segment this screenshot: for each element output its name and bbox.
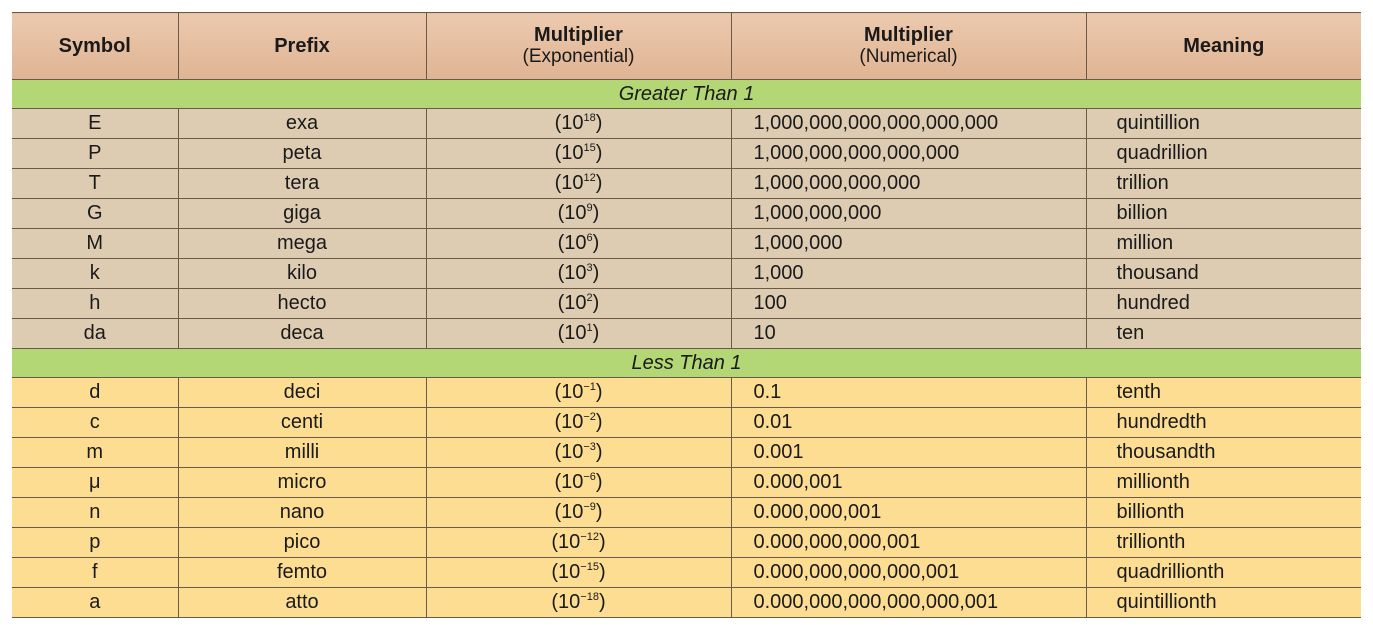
table-row — [12, 528, 1361, 558]
cell-symbol: n — [12, 498, 178, 528]
table-row — [12, 259, 1361, 289]
cell-multiplier-exponential — [426, 528, 731, 558]
cell-prefix: exa — [178, 109, 426, 139]
cell-symbol: c — [12, 408, 178, 438]
exp-base: (10 — [554, 441, 584, 463]
cell-symbol: da — [12, 319, 178, 349]
cell-meaning: quintillionth — [1086, 588, 1361, 618]
exp-base: (10 — [554, 142, 584, 164]
header-multiplier-exponential-sub: (Exponential) — [522, 46, 635, 67]
exp-base: (10 — [557, 292, 587, 314]
header-multiplier-numerical-title: Multiplier — [864, 24, 953, 46]
exp-power: −15 — [580, 561, 599, 573]
header-multiplier-exponential — [426, 13, 731, 80]
exp-close: ) — [598, 591, 606, 613]
cell-symbol: μ — [12, 468, 178, 498]
section-row-greater — [12, 80, 1361, 109]
exp-base: (10 — [557, 202, 587, 224]
cell-meaning: quadrillionth — [1086, 558, 1361, 588]
exp-base: (10 — [557, 262, 587, 284]
exp-close: ) — [595, 441, 603, 463]
cell-meaning: quadrillion — [1086, 139, 1361, 169]
table-row — [12, 378, 1361, 408]
cell-prefix: micro — [178, 468, 426, 498]
exp-close: ) — [595, 142, 603, 164]
cell-prefix: atto — [178, 588, 426, 618]
cell-prefix: hecto — [178, 289, 426, 319]
exp-power: −18 — [580, 591, 599, 603]
exp-base: (10 — [557, 232, 587, 254]
cell-meaning: tenth — [1086, 378, 1361, 408]
exp-close: ) — [592, 292, 600, 314]
cell-meaning: thousand — [1086, 259, 1361, 289]
cell-symbol: P — [12, 139, 178, 169]
table-row — [12, 319, 1361, 349]
exp-power: 12 — [583, 172, 596, 184]
cell-multiplier-exponential — [426, 408, 731, 438]
exp-power: 3 — [586, 262, 593, 274]
exp-power: 2 — [586, 292, 593, 304]
cell-symbol: d — [12, 378, 178, 408]
cell-prefix: mega — [178, 229, 426, 259]
exp-close: ) — [592, 262, 600, 284]
exp-power: 1 — [586, 322, 593, 334]
cell-symbol: G — [12, 199, 178, 229]
prefix-table-container — [12, 12, 1361, 618]
cell-meaning: billion — [1086, 199, 1361, 229]
table-row — [12, 498, 1361, 528]
cell-meaning: million — [1086, 229, 1361, 259]
header-multiplier-numerical — [731, 13, 1086, 80]
exp-close: ) — [598, 561, 606, 583]
cell-multiplier-exponential — [426, 289, 731, 319]
cell-multiplier-exponential — [426, 588, 731, 618]
exp-close: ) — [592, 322, 600, 344]
table-row — [12, 438, 1361, 468]
section-label-greater: Greater Than 1 — [12, 80, 1361, 109]
table-row — [12, 169, 1361, 199]
cell-prefix: giga — [178, 199, 426, 229]
cell-multiplier-numerical: 1,000,000,000,000,000 — [731, 139, 1086, 169]
cell-symbol: k — [12, 259, 178, 289]
exp-base: (10 — [554, 411, 584, 433]
exp-close: ) — [592, 232, 600, 254]
cell-multiplier-numerical: 0.01 — [731, 408, 1086, 438]
cell-multiplier-exponential — [426, 438, 731, 468]
exp-base: (10 — [551, 591, 581, 613]
exp-close: ) — [595, 501, 603, 523]
cell-multiplier-numerical: 0.000,000,000,001 — [731, 528, 1086, 558]
si-prefix-table — [12, 12, 1361, 618]
exp-close: ) — [595, 471, 603, 493]
exp-close: ) — [598, 531, 606, 553]
exp-power: −2 — [583, 411, 596, 423]
cell-prefix: centi — [178, 408, 426, 438]
cell-symbol: M — [12, 229, 178, 259]
cell-prefix: deca — [178, 319, 426, 349]
exp-base: (10 — [557, 322, 587, 344]
exp-power: 6 — [586, 232, 593, 244]
cell-multiplier-numerical: 1,000,000,000,000,000,000 — [731, 109, 1086, 139]
cell-multiplier-exponential — [426, 109, 731, 139]
cell-multiplier-exponential — [426, 498, 731, 528]
exp-close: ) — [595, 112, 603, 134]
cell-multiplier-numerical: 0.000,000,001 — [731, 498, 1086, 528]
exp-close: ) — [595, 411, 603, 433]
cell-meaning: quintillion — [1086, 109, 1361, 139]
cell-multiplier-numerical: 0.000,000,000,000,000,001 — [731, 588, 1086, 618]
cell-multiplier-numerical: 0.000,000,000,000,001 — [731, 558, 1086, 588]
exp-power: −6 — [583, 471, 596, 483]
exp-power: −12 — [580, 531, 599, 543]
exp-base: (10 — [554, 112, 584, 134]
cell-prefix: peta — [178, 139, 426, 169]
cell-multiplier-numerical: 0.000,001 — [731, 468, 1086, 498]
cell-multiplier-exponential — [426, 378, 731, 408]
header-prefix: Prefix — [178, 13, 426, 80]
cell-meaning: ten — [1086, 319, 1361, 349]
exp-base: (10 — [554, 471, 584, 493]
cell-symbol: T — [12, 169, 178, 199]
table-row — [12, 199, 1361, 229]
cell-prefix: milli — [178, 438, 426, 468]
cell-prefix: deci — [178, 378, 426, 408]
cell-multiplier-exponential — [426, 259, 731, 289]
exp-power: −3 — [583, 441, 596, 453]
cell-multiplier-exponential — [426, 199, 731, 229]
table-row — [12, 558, 1361, 588]
exp-power: 15 — [583, 142, 596, 154]
cell-meaning: millionth — [1086, 468, 1361, 498]
exp-close: ) — [595, 172, 603, 194]
cell-multiplier-numerical: 10 — [731, 319, 1086, 349]
cell-multiplier-numerical: 0.1 — [731, 378, 1086, 408]
cell-multiplier-numerical: 100 — [731, 289, 1086, 319]
cell-symbol: m — [12, 438, 178, 468]
cell-multiplier-exponential — [426, 558, 731, 588]
cell-symbol: E — [12, 109, 178, 139]
table-row — [12, 139, 1361, 169]
cell-multiplier-numerical: 1,000,000,000 — [731, 199, 1086, 229]
cell-prefix: pico — [178, 528, 426, 558]
cell-prefix: femto — [178, 558, 426, 588]
cell-symbol: f — [12, 558, 178, 588]
table-row — [12, 109, 1361, 139]
cell-meaning: trillionth — [1086, 528, 1361, 558]
cell-multiplier-exponential — [426, 169, 731, 199]
header-meaning: Meaning — [1086, 13, 1361, 80]
exp-base: (10 — [551, 561, 581, 583]
exp-close: ) — [595, 381, 603, 403]
exp-base: (10 — [554, 172, 584, 194]
cell-multiplier-numerical: 1,000,000 — [731, 229, 1086, 259]
header-row — [12, 13, 1361, 80]
cell-meaning: hundredth — [1086, 408, 1361, 438]
cell-multiplier-numerical: 0.001 — [731, 438, 1086, 468]
cell-prefix: kilo — [178, 259, 426, 289]
exp-close: ) — [592, 202, 600, 224]
table-row — [12, 289, 1361, 319]
cell-meaning: billionth — [1086, 498, 1361, 528]
cell-multiplier-exponential — [426, 468, 731, 498]
cell-prefix: nano — [178, 498, 426, 528]
cell-multiplier-numerical: 1,000 — [731, 259, 1086, 289]
header-symbol: Symbol — [12, 13, 178, 80]
section-row-less — [12, 349, 1361, 378]
exp-power: −9 — [583, 501, 596, 513]
section-label-less: Less Than 1 — [12, 349, 1361, 378]
exp-power: −1 — [583, 381, 596, 393]
cell-meaning: trillion — [1086, 169, 1361, 199]
table-row — [12, 468, 1361, 498]
header-multiplier-exponential-title: Multiplier — [534, 24, 623, 46]
cell-symbol: h — [12, 289, 178, 319]
cell-meaning: thousandth — [1086, 438, 1361, 468]
cell-multiplier-numerical: 1,000,000,000,000 — [731, 169, 1086, 199]
cell-meaning: hundred — [1086, 289, 1361, 319]
cell-multiplier-exponential — [426, 229, 731, 259]
exp-base: (10 — [551, 531, 581, 553]
cell-prefix: tera — [178, 169, 426, 199]
header-multiplier-numerical-sub: (Numerical) — [859, 46, 958, 67]
table-row — [12, 588, 1361, 618]
exp-power: 9 — [586, 202, 593, 214]
table-row — [12, 229, 1361, 259]
cell-symbol: a — [12, 588, 178, 618]
exp-base: (10 — [554, 381, 584, 403]
cell-symbol: p — [12, 528, 178, 558]
table-body — [12, 80, 1361, 618]
cell-multiplier-exponential — [426, 319, 731, 349]
exp-power: 18 — [583, 112, 596, 124]
table-row — [12, 408, 1361, 438]
cell-multiplier-exponential — [426, 139, 731, 169]
exp-base: (10 — [554, 501, 584, 523]
